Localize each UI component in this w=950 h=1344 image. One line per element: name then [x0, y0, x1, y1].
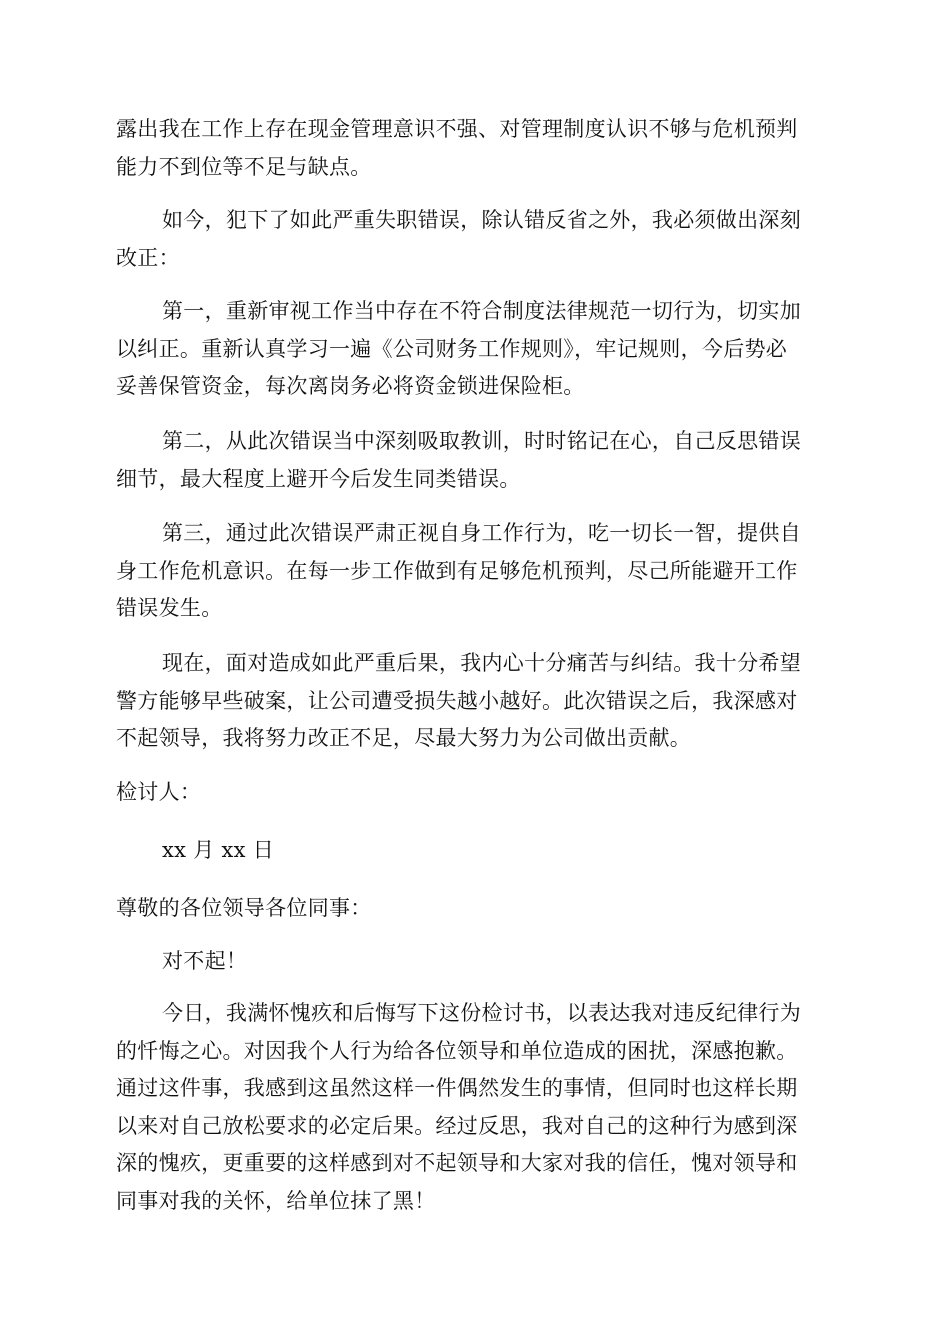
paragraph-first-point [116, 293, 836, 406]
text-line: 改正： [116, 245, 180, 270]
paragraph-correction-intro [116, 202, 836, 277]
signer-label [116, 774, 836, 812]
text-line: 错误发生。 [116, 596, 223, 620]
text-line: 尊敬的各位领导各位同事： [116, 896, 372, 920]
text-line: 今日，我满怀愧疚和后悔写下这份检讨书，以表达我对违反纪律行为 [162, 1001, 801, 1025]
text-line: 如今，犯下了如此严重失职错误，除认错反省之外，我必须做出深刻 [162, 208, 801, 232]
text-line: 对不起！ [162, 949, 248, 973]
date-line [116, 832, 836, 870]
text-line: 深的愧疚，更重要的这样感到对不起领导和大家对我的信任，愧对领导和 [116, 1151, 798, 1175]
salutation [116, 890, 836, 928]
paragraph-second-point [116, 423, 836, 498]
text-line: 细节，最大程度上避开今后发生同类错误。 [116, 466, 521, 491]
text-line: xx 月 xx 日 [162, 838, 275, 862]
text-line: 现在，面对造成如此严重后果，我内心十分痛苦与纠结。我十分希望 [162, 651, 801, 675]
text-line: 的忏悔之心。对因我个人行为给各位领导和单位造成的困扰，深感抱歉。 [116, 1038, 798, 1063]
text-line: 通过这件事，我感到这虽然这样一件偶然发生的事情，但同时也这样长期 [116, 1076, 798, 1100]
apology-line [116, 943, 836, 981]
paragraph-present [116, 645, 836, 758]
text-line: 警方能够早些破案，让公司遭受损失越小越好。此次错误之后，我深感对 [116, 688, 798, 713]
text-line: 第二，从此次错误当中深刻吸取教训，时时铭记在心，自己反思错误 [162, 429, 801, 453]
text-line: 同事对我的关怀，给单位抹了黑！ [116, 1188, 436, 1213]
text-line: 第三，通过此次错误严肃正视自身工作行为，吃一切长一智，提供自 [162, 521, 801, 545]
text-line: 露出我在工作上存在现金管理意识不强、对管理制度认识不够与危机预判 [116, 117, 798, 141]
text-line: 以来对自己放松要求的必定后果。经过反思，我对自己的这种行为感到深 [116, 1113, 798, 1138]
text-line: 以纠正。重新认真学习一遍《公司财务工作规则》，牢记规则，今后势必 [116, 336, 788, 361]
paragraph-continuation [116, 111, 836, 186]
paragraph-today [116, 995, 836, 1220]
text-line: 第一，重新审视工作当中存在不符合制度法律规范一切行为，切实加 [162, 299, 801, 323]
text-line: 身工作危机意识。在每一步工作做到有足够危机预判，尽己所能避开工作 [116, 558, 798, 583]
text-line: 能力不到位等不足与缺点。 [116, 154, 372, 179]
text-line: 不起领导，我将努力改正不足，尽最大努力为公司做出贡献。 [116, 726, 692, 750]
text-line: 妥善保管资金，每次离岗务必将资金锁进保险柜。 [116, 374, 585, 398]
paragraph-third-point [116, 515, 836, 628]
text-line: 检讨人： [116, 780, 202, 804]
